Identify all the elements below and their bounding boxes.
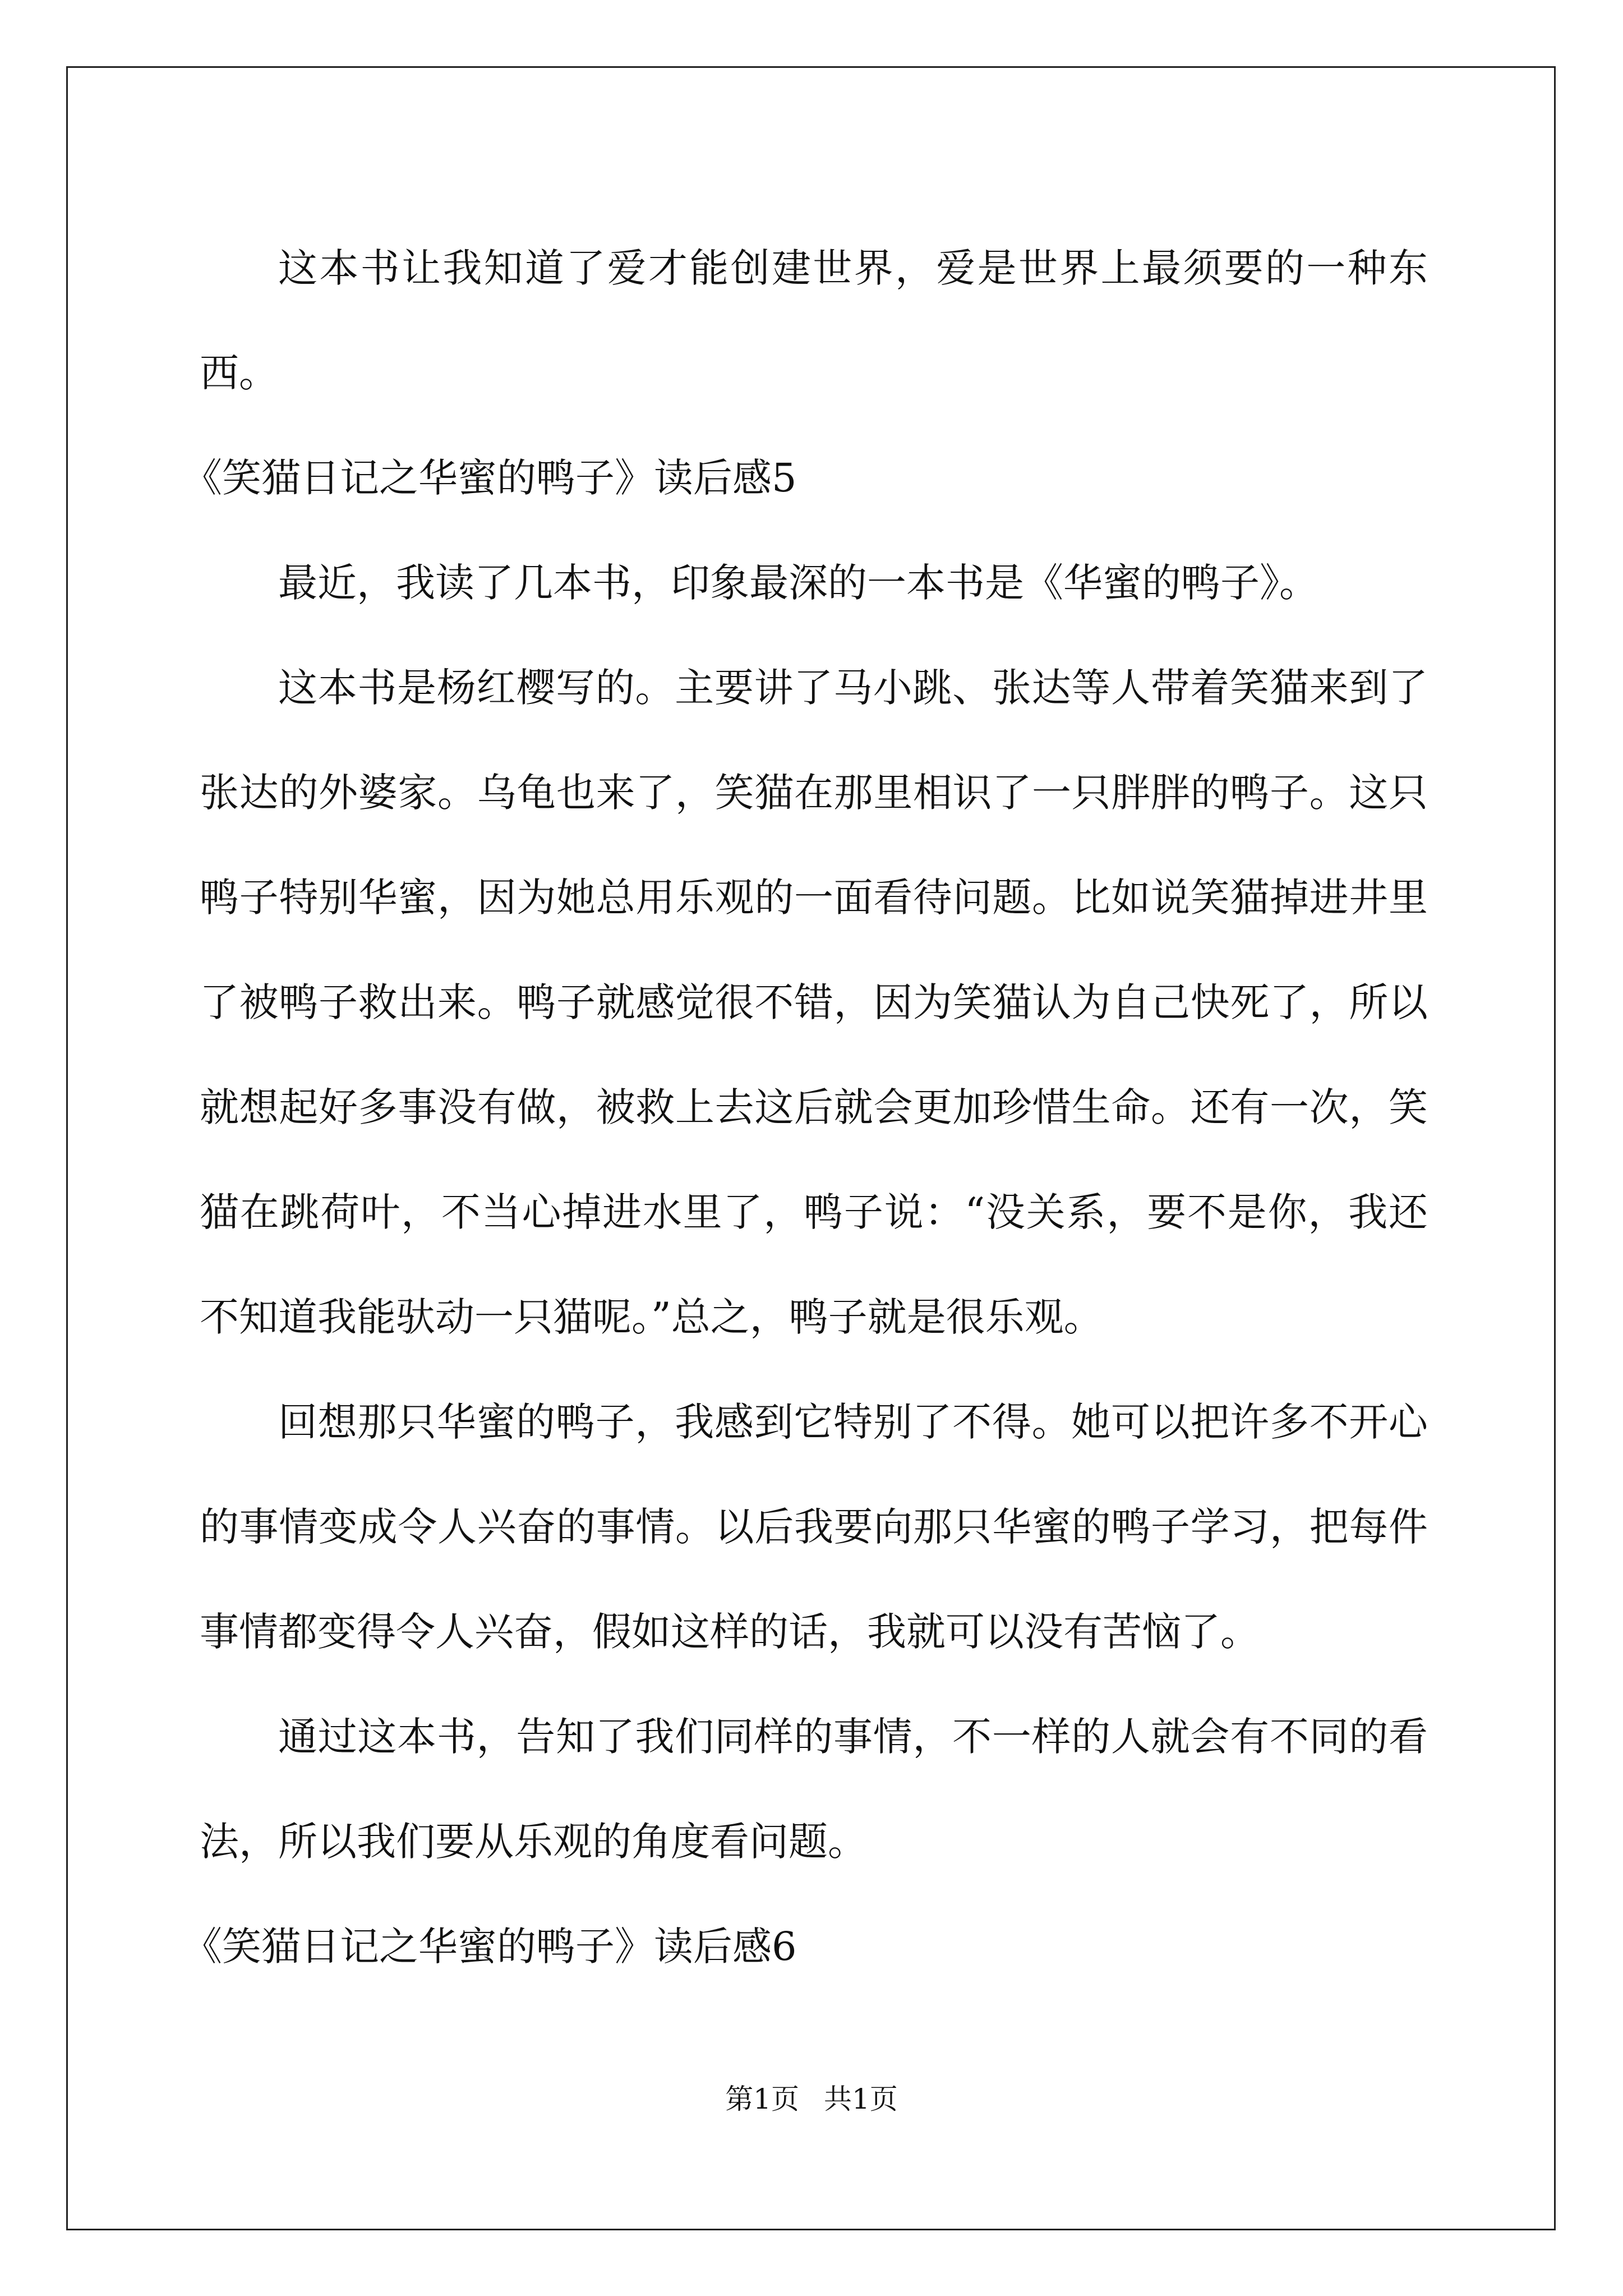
- page-total: 共1页: [824, 2083, 898, 2115]
- page-footer: [0, 2082, 1623, 2116]
- paragraph-3: 这本书是杨红樱写的。主要讲了马小跳、张达等人带着笑猫来到了张达的外婆家。乌龟也来了，笑猫在那里相识了一只胖胖的鸭子。这只鸭子特别华蜜，因为她总用乐观的一面看待问题。比如说笑猫掉进井里了被鸭子救出来。鸭子就感觉很不错，因为笑猫认为自己快死了，所以就想起好多事没有做，被救上去这后就会更加珍惜生命。还有一次，笑猫在跳荷叶，不当心掉进水里了，鸭子说：“没关系，要不是你，我还不知道我能驮动一只猫呢。”总之，鸭子就是很乐观。: [200, 665, 1428, 1340]
- paragraph-4: 回想那只华蜜的鸭子，我感到它特别了不得。她可以把许多不开心的事情变成令人兴奋的事情。以后我要向那只华蜜的鸭子学习，把每件事情都变得令人兴奋，假如这样的话，我就可以没有苦恼了。: [200, 1399, 1428, 1655]
- section-heading-5: 《笑猫日记之华蜜的鸭子》读后感5: [183, 455, 797, 501]
- page-number: 第1页: [725, 2083, 799, 2115]
- paragraph-2: 最近，我读了几本书，印象最深的一本书是《华蜜的鸭子》。: [278, 560, 1318, 606]
- document-body: [183, 216, 1428, 1999]
- section-heading-6: 《笑猫日记之华蜜的鸭子》读后感6: [183, 1924, 797, 1970]
- paragraph-1: 这本书让我知道了爱才能创建世界，爱是世界上最须要的一种东西。: [200, 245, 1428, 396]
- paragraph-5: 通过这本书，告知了我们同样的事情，不一样的人就会有不同的看法，所以我们要从乐观的角度看问题。: [200, 1714, 1428, 1865]
